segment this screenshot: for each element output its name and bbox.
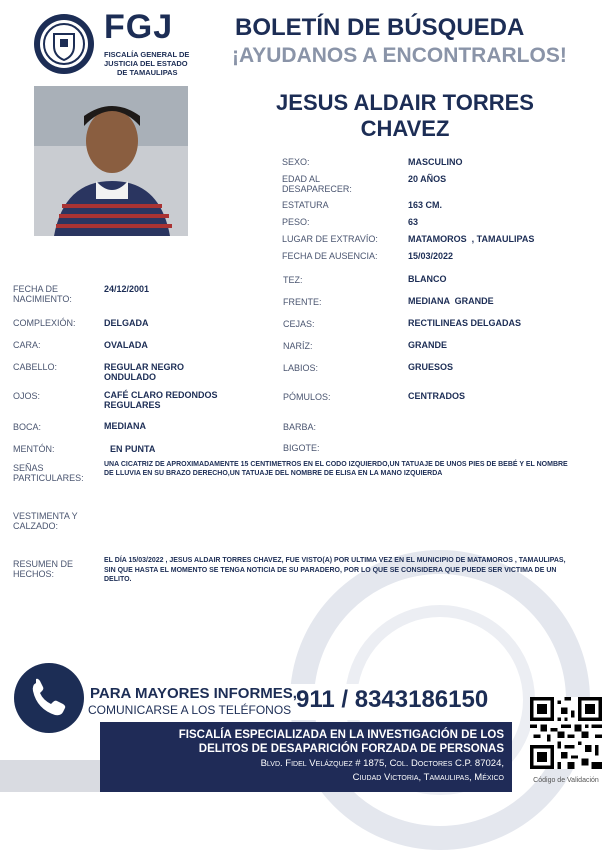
org-line3: DE TAMAULIPAS (117, 68, 178, 77)
label-menton: MENTÓN: (13, 444, 55, 454)
value-cara: OVALADA (104, 340, 148, 350)
label-ojos: OJOS: (13, 391, 41, 401)
label-complexion: COMPLEXIÓN: (13, 318, 76, 328)
org-abbr: FGJ (104, 8, 174, 46)
contact-line2: COMUNICARSE A LOS TELÉFONOS (88, 703, 292, 717)
footer-line2: DELITOS DE DESAPARICIÓN FORZADA DE PERSONAS (198, 743, 504, 755)
label-pomulos: PÓMULOS: (283, 392, 331, 402)
qr-code-icon (530, 697, 602, 769)
value-boca: MEDIANA (104, 421, 146, 431)
label-bigote: BIGOTE: (283, 443, 320, 453)
value-peso: 63 (408, 217, 419, 227)
phone-icon (14, 663, 84, 733)
value-sexo: MASCULINO (408, 157, 463, 167)
label-vestimenta: VESTIMENTA Y CALZADO: (13, 511, 78, 531)
label-cara: CARA: (13, 340, 41, 350)
label-tez: TEZ: (283, 275, 303, 285)
value-edad: 20 AÑOS (408, 174, 447, 184)
value-cejas: RECTILINEAS DELGADAS (408, 318, 522, 328)
label-sexo: SEXO: (282, 157, 310, 167)
value-frente: MEDIANA GRANDE (408, 296, 494, 306)
bulletin-title: BOLETÍN DE BÚSQUEDA (235, 14, 525, 41)
value-cabello: REGULAR NEGRO ONDULADO (104, 362, 185, 382)
label-barba: BARBA: (283, 422, 317, 432)
footer-line4: Ciudad Victoria, Tamaulipas, México (352, 772, 504, 783)
contact-phone: 911 / 8343186150 (296, 686, 489, 713)
value-pomulos: CENTRADOS (408, 391, 466, 401)
footer-line3: Blvd. Fidel Velázquez # 1875, Col. Doctores C.P. 87024, (260, 758, 504, 769)
label-cabello: CABELLO: (13, 362, 58, 372)
org-line1: FISCALÍA GENERAL DE (104, 50, 190, 59)
label-peso: PESO: (282, 217, 310, 227)
value-resumen: EL DÍA 15/03/2022 , JESUS ALDAIR TORRES CHAVEZ, FUE VISTO(A) POR ULTIMA VEZ EN EL MUNICIPIO DE MATAMOROS , TAMAULIPAS, SIN QUE HASTA EL MOMENTO SE TENGA NOTICIA DE SU PARADERO, POR LO QUE SE CONSIDERA QUE PUEDE SER VICTIMA DE UN DELITO. (104, 557, 566, 583)
value-fecha-ausencia: 15/03/2022 (408, 251, 454, 261)
value-labios: GRUESOS (408, 362, 454, 372)
value-lugar: MATAMOROS , TAMAULIPAS (408, 234, 535, 244)
footer-line1: FISCALÍA ESPECIALIZADA EN LA INVESTIGACIÓN DE LOS (178, 729, 504, 741)
fgj-logo (32, 10, 202, 80)
person-name-line1: JESUS ALDAIR TORRES (276, 90, 534, 115)
label-boca: BOCA: (13, 422, 42, 432)
label-lugar: LUGAR DE EXTRAVÍO: (282, 234, 378, 244)
label-edad: EDAD AL DESAPARECER: (282, 174, 352, 194)
shield-logo-icon (32, 12, 96, 76)
person-photo (34, 86, 188, 236)
value-tez: BLANCO (408, 274, 447, 284)
label-fecha-ausencia: FECHA DE AUSENCIA: (282, 251, 378, 261)
label-estatura: ESTATURA (282, 200, 329, 210)
value-senas: UNA CICATRIZ DE APROXIMADAMENTE 15 CENTIMETROS EN EL CODO IZQUIERDO,UN TATUAJE DE UNOS PIES DE BEBÉ Y EL NOMBRE DE LLUVIA EN SU BRAZO DERECHO,UN TATUAJE DEL NOMBRE DE ELISA EN LA MANO IZQUIERDA (104, 461, 568, 477)
value-menton: EN PUNTA (110, 444, 156, 454)
contact-line1: PARA MAYORES INFORMES, (90, 685, 297, 702)
person-name-line2: CHAVEZ (360, 116, 450, 141)
label-nariz: NARÍZ: (283, 341, 313, 351)
value-complexion: DELGADA (104, 318, 149, 328)
value-fecha-nacimiento: 24/12/2001 (104, 284, 150, 294)
person-photo-image (34, 86, 188, 236)
org-line2: JUSTICIA DEL ESTADO (104, 59, 188, 68)
qr-caption: Código de Validación (533, 777, 599, 784)
value-nariz: GRANDE (408, 340, 448, 350)
label-senas: SEÑAS PARTICULARES: (13, 463, 84, 483)
label-resumen: RESUMEN DE HECHOS: (13, 559, 74, 579)
footer-grey-strip (0, 760, 100, 792)
label-labios: LABIOS: (283, 363, 319, 373)
label-cejas: CEJAS: (283, 319, 315, 329)
value-ojos: CAFÉ CLARO REDONDOS REGULARES (104, 390, 218, 410)
label-frente: FRENTE: (283, 297, 322, 307)
bulletin-subtitle: ¡AYUDANOS A ENCONTRARLOS! (232, 44, 567, 67)
label-fecha-nacimiento: FECHA DE NACIMIENTO: (13, 284, 72, 304)
value-estatura: 163 CM. (408, 200, 443, 210)
